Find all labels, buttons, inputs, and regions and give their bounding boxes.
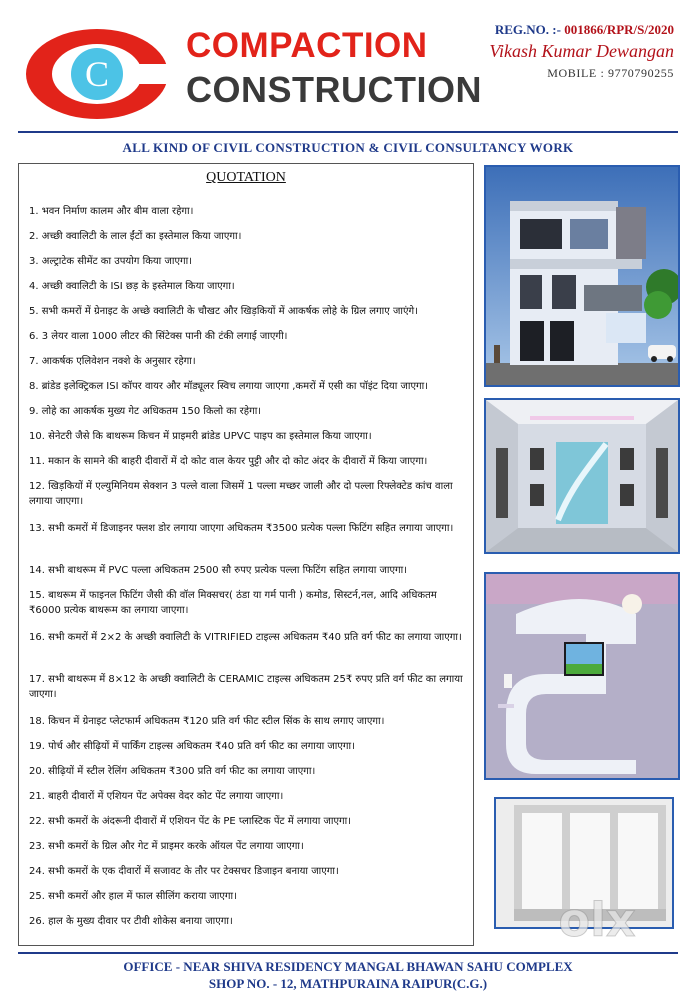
footer-line-2: SHOP NO. - 12, MATHPURAINA RAIPUR(C.G.): [208, 976, 488, 991]
list-item: 10. सेनेटरी जैसे कि बाथरूम किचन में प्राइमरी ब्रांडेड UPVC पाइप का इस्तेमाल किया जाएगा।: [29, 431, 372, 442]
list-item: 11. मकान के सामने की बाहरी दीवारों में दो कोट वाल केयर पुट्टी और दो कोट अंदर के दीवारों में किया जाएगा।: [29, 456, 428, 467]
room-interior-image: [484, 398, 680, 554]
list-item: 8. ब्रांडेड इलेक्ट्रिकल ISI कॉपर वायर और मॉड्यूलर स्विच लगाया जाएगा ,कमरों में एसी का पॉइंट दिया जाएगा।: [29, 381, 429, 392]
list-item: 21. बाहरी दीवारों में एशियन पेंट अपेक्स वेदर कोट पेंट लगाया जाएगा।: [29, 791, 284, 802]
header-divider: [18, 131, 678, 133]
list-item: 15. बाथरूम में फाइनल फिटिंग जैसी की वॉल मिक्सचर( ठंडा या गर्म पानी ) कमोड, सिस्टर्न,नल, आदि अधिकतम ₹6000 प्रत्येक बाथरूम का लगाया जाएगा।: [29, 590, 437, 616]
tv-showcase-image: [484, 572, 680, 780]
list-item: 14. सभी बाथरूम में PVC पल्ला अधिकतम 2500 सौ रुपए प्रत्येक पल्ला फिटिंग सहित लगाया जाएगा।: [29, 565, 408, 576]
brand-line-1: COMPACTION: [186, 26, 428, 65]
list-item: 26. हाल के मुख्य दीवार पर टीवी शोकेस बनाया जाएगा।: [29, 916, 233, 927]
footer-divider: [18, 952, 678, 954]
owner-name: Vikash Kumar Dewangan: [489, 41, 674, 61]
list-item: 13. सभी कमरों में डिजाइनर फ्लश डोर लगाया जाएगा अधिकतम ₹3500 प्रत्येक पल्ला फिटिंग सहित लगाया जाएगा।: [29, 523, 454, 534]
list-item: 25. सभी कमरों और हाल में फाल सीलिंग कराया जाएगा।: [29, 891, 237, 902]
brand-name: [186, 26, 482, 112]
list-item: 19. पोर्च और सीढ़ियों में पार्किंग टाइल्स अधिकतम ₹40 प्रति वर्ग फीट का लगाया जाएगा।: [29, 741, 355, 752]
footer-line-1: OFFICE - NEAR SHIVA RESIDENCY MANGAL BHAWAN SAHU COMPLEX: [123, 959, 573, 974]
registration-label: REG.NO. :-: [494, 22, 561, 37]
olx-watermark-text: olx: [558, 893, 636, 947]
list-item: 22. सभी कमरों के अंदरूनी दीवारों में एशियन पेंट के PE प्लास्टिक पेंट में लगाया जाएगा।: [29, 816, 352, 827]
list-item: 4. अच्छी क्वालिटी के ISI छड़ के इस्तेमाल किया जाएगा।: [29, 281, 235, 292]
list-item: 2. अच्छी क्वालिटी के लाल ईंटों का इस्तेमाल किया जाएगा।: [29, 231, 242, 242]
registration-value: 001866/RPR/S/2020: [564, 22, 674, 37]
list-item: 7. आकर्षक एलिवेशन नक्शे के अनुसार रहेगा।: [29, 356, 196, 367]
list-item: 16. सभी कमरों में 2×2 के अच्छी क्वालिटी के VITRIFIED टाइल्स अधिकतम ₹40 प्रति वर्ग फीट का लगाया जाएगा।: [29, 632, 462, 643]
quotation-title: QUOTATION: [206, 170, 286, 185]
list-item: 23. सभी कमरों के ग्रिल और गेट में प्राइमर करके ऑयल पेंट लगाया जाएगा।: [29, 841, 304, 852]
list-item: 6. 3 लेयर वाला 1000 लीटर की सिंटेक्स पानी की टंकी लगाई जाएगी।: [29, 331, 288, 342]
list-item: 9. लोहे का आकर्षक मुख्य गेट अधिकतम 150 किलो का रहेगा।: [29, 406, 262, 417]
list-item: 12. खिड़कियों में एल्युमिनियम सेक्शन 3 पल्ले वाला जिसमें 1 पल्ला मच्छर जाली और दो पल्ला रिफ्लेक्टेड कांच वाला लगाया जाएगा।: [29, 481, 453, 507]
list-item: 24. सभी कमरों के एक दीवारों में सजावट के तौर पर टेक्सचर डिजाइन बनाया जाएगा।: [29, 866, 339, 877]
logo-letter: C: [84, 54, 110, 94]
mobile-number: MOBILE : 9770790255: [547, 66, 674, 80]
company-logo: [24, 26, 170, 122]
list-item: 20. सीढ़ियों में स्टील रेलिंग अधिकतम ₹300 प्रति वर्ग फीट का लगाया जाएगा।: [29, 766, 316, 777]
tagline: ALL KIND OF CIVIL CONSTRUCTION & CIVIL CONSULTANCY WORK: [122, 140, 574, 155]
list-item: 1. भवन निर्माण कालम और बीम वाला रहेगा।: [29, 206, 194, 217]
olx-watermark: [527, 890, 667, 950]
list-item: 17. सभी बाथरूम में 8×12 के अच्छी क्वालिटी के CERAMIC टाइल्स अधिकतम 25₹ रुपए प्रति वर्ग फीट का लगाया जाएगा।: [29, 674, 463, 700]
registration-number: [489, 22, 674, 38]
brand-line-2: CONSTRUCTION: [186, 69, 482, 110]
list-item: 5. सभी कमरों में ग्रेनाइट के अच्छे क्वालिटी के चौखट और खिड़कियों में आकर्षक लोहे के ग्रिल लगाए जाएंगे।: [29, 306, 418, 317]
quotation-box: [18, 163, 474, 946]
list-item: 3. अल्ट्राटेक सीमेंट का उपयोग किया जाएगा।: [29, 256, 192, 267]
list-item: 18. किचन में ग्रेनाइट प्लेटफार्म अधिकतम ₹120 प्रति वर्ग फीट स्टील सिंक के साथ लगाए जाएगा।: [29, 716, 385, 727]
house-elevation-image: [484, 165, 680, 387]
footer-address: [0, 958, 696, 992]
registration-block: [489, 22, 674, 81]
